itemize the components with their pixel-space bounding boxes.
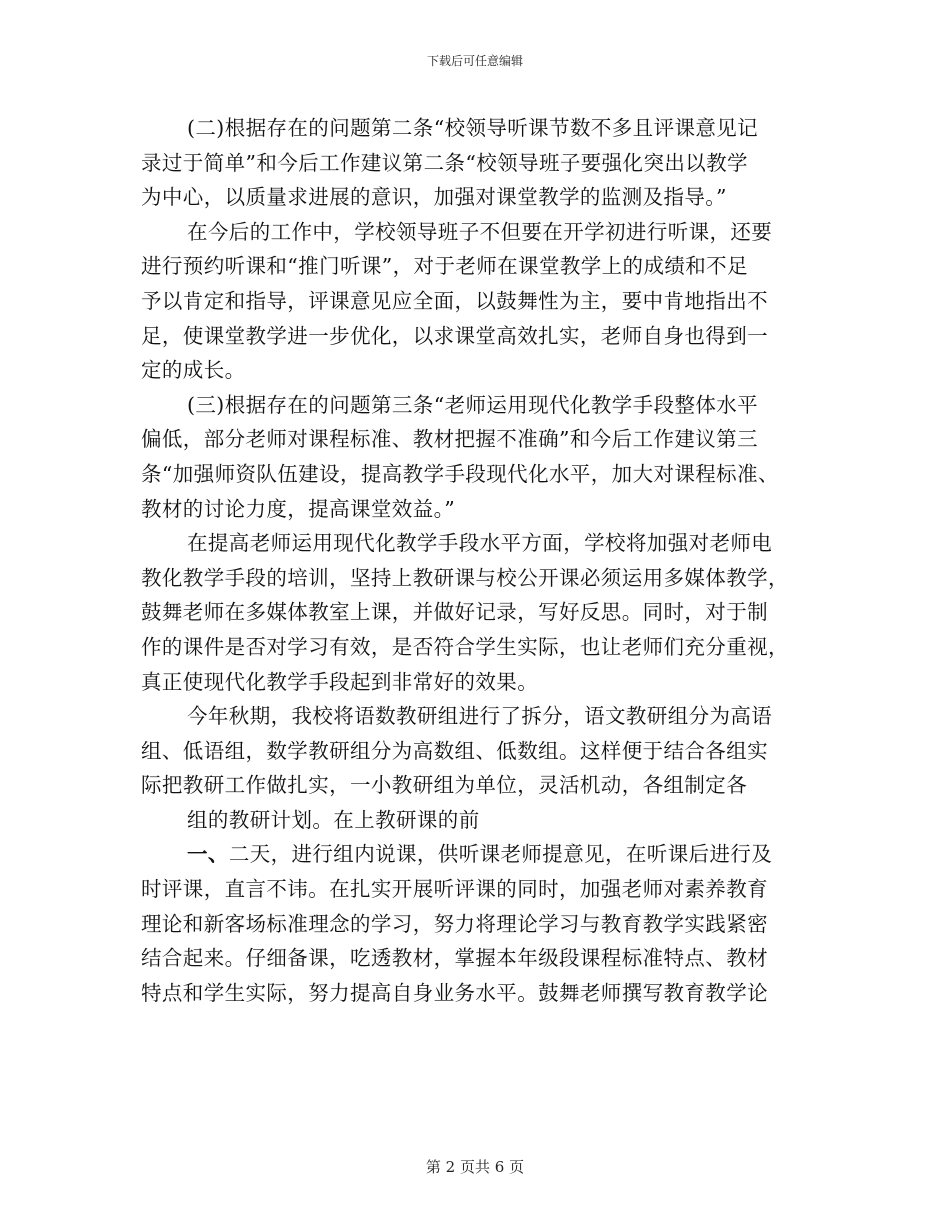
paragraph-line: 在今后的工作中，学校领导班子不但要在开学初进行听课，还要 [187, 219, 773, 244]
paragraph-line: 组的教研计划。在上教研课的前 [187, 807, 480, 832]
paragraph-line: 予以肯定和指导，评课意见应全面，以鼓舞性为主，要中肯地指出不 [141, 288, 768, 313]
paragraph-text: 二天，进行组内说课，供听课老师提意见，在听课后进行及 [228, 842, 773, 867]
paragraph-line: 今年秋期，我校将语数教研组进行了拆分，语文教研组分为高语 [187, 704, 773, 729]
paragraph-line: 作的课件是否对学习有效，是否符合学生实际，也让老师们充分重视， [141, 634, 789, 659]
list-number: 一、 [187, 842, 229, 867]
paragraph-line [141, 837, 809, 872]
page-footer: 第 2 页共 6 页 [425, 1158, 525, 1176]
paragraph-line: 进行预约听课和“推门听课”，对于老师在课堂教学上的成绩和不足 [141, 254, 748, 279]
paragraph-line: 足，使课堂教学进一步优化，以求课堂高效扎实，老师自身也得到一 [141, 323, 768, 348]
paragraph-line: 教材的讨论力度，提高课堂效益。” [141, 496, 456, 521]
paragraph-line: 鼓舞老师在多媒体教室上课，并做好记录，写好反思。同时，对于制 [141, 600, 768, 625]
paragraph-line: 定的成长。 [141, 358, 246, 383]
paragraph-line: 际把教研工作做扎实，一小教研组为单位，灵活机动，各组制定各 [141, 773, 748, 798]
paragraph-line: 录过于简单”和今后工作建议第二条“校领导班子要强化突出以教学 [141, 150, 748, 175]
paragraph-line: 偏低，部分老师对课程标准、教材把握不准确”和今后工作建议第三 [141, 427, 758, 452]
paragraph-line: 条“加强师资队伍建设，提高教学手段现代化水平，加大对课程标准、 [141, 461, 779, 486]
paragraph-line: 结合起来。仔细备课，吃透教材，掌握本年级段课程标准特点、教材 [141, 946, 768, 971]
paragraph-line: 教化教学手段的培训，坚持上教研课与校公开课必须运用多媒体教学， [141, 565, 789, 590]
paragraph-line: 为中心，以质量求进展的意识，加强对课堂教学的监测及指导。” [141, 185, 727, 210]
document-body [141, 111, 809, 1010]
paragraph-line: 真正使现代化教学手段起到非常好的效果。 [141, 669, 539, 694]
paragraph-line: 理论和新客场标准理念的学习，努力将理论学习与教育教学实践紧密 [141, 911, 768, 936]
paragraph-line: 在提高老师运用现代化教学手段水平方面，学校将加强对老师电 [187, 531, 773, 556]
paragraph-line: 组、低语组，数学教研组分为高数组、低数组。这样便于结合各组实 [141, 738, 768, 763]
paragraph-line: 时评课，直言不讳。在扎实开展听评课的同时，加强老师对素养教育 [141, 877, 768, 902]
paragraph-line: (二)根据存在的问题第二条“校领导听课节数不多且评课意见记 [187, 116, 759, 140]
page-header: 下载后可任意编辑 [426, 54, 523, 68]
paragraph-line: (三)根据存在的问题第三条“老师运用现代化教学手段整体水平 [187, 392, 759, 417]
paragraph-line: 特点和学生实际，努力提高自身业务水平。鼓舞老师撰写教育教学论 [141, 980, 768, 1005]
